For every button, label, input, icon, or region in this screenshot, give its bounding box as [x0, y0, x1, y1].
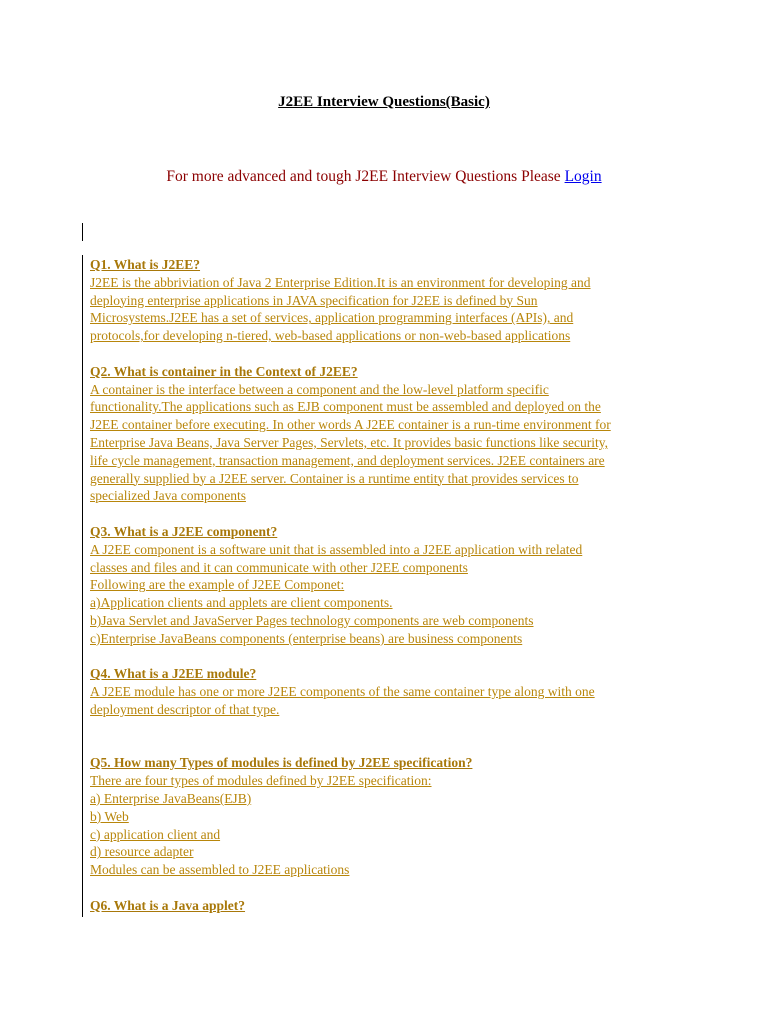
- text-cursor: [82, 223, 83, 241]
- question-heading[interactable]: Q1. What is J2EE?: [90, 257, 201, 272]
- answer-line[interactable]: A J2EE component is a software unit that is assembled into a J2EE application with related: [90, 541, 583, 557]
- spacer: [90, 879, 690, 897]
- question-heading[interactable]: Q6. What is a Java applet?: [90, 897, 246, 913]
- answer-line[interactable]: life cycle management, transaction management, and deployment services. J2EE containers are: [90, 452, 605, 468]
- answer-line[interactable]: c) application client and: [90, 826, 221, 842]
- question-block-6: [90, 897, 690, 915]
- question-heading[interactable]: Q5. How many Types of modules is defined by J2EE specification?: [90, 755, 473, 771]
- answer-line[interactable]: A J2EE module has one or more J2EE components of the same container type along with one: [90, 684, 595, 700]
- questions-list: [90, 256, 690, 914]
- question-block-5: [90, 754, 690, 879]
- question-block-4: [90, 665, 690, 718]
- question-heading[interactable]: Q2. What is container in the Context of J2EE?: [90, 363, 358, 379]
- answer-line[interactable]: b) Web: [90, 808, 129, 824]
- answer-line[interactable]: a)Application clients and applets are client components.: [90, 595, 393, 611]
- answer-line[interactable]: Following are the example of J2EE Componet:: [90, 577, 345, 593]
- answer-line[interactable]: protocols,for developing n-tiered, web-based applications or non-web-based applications: [90, 328, 571, 344]
- answer-line[interactable]: deployment descriptor of that type.: [90, 701, 280, 717]
- answer-line[interactable]: A container is the interface between a component and the low-level platform specific: [90, 381, 549, 397]
- answer-line[interactable]: d) resource adapter: [90, 844, 194, 860]
- question-block-3: [90, 523, 690, 648]
- answer-line[interactable]: specialized Java components: [90, 488, 246, 504]
- answer-line[interactable]: classes and files and it can communicate with other J2EE components: [90, 559, 468, 575]
- answer-line[interactable]: Modules can be assembled to J2EE applications: [90, 862, 350, 878]
- spacer: [90, 719, 690, 755]
- question-block-2: [90, 363, 690, 505]
- answer-line[interactable]: There are four types of modules defined by J2EE specification:: [90, 773, 432, 789]
- spacer: [90, 648, 690, 666]
- answer-line[interactable]: deploying enterprise applications in JAVA specification for J2EE is defined by Sun: [90, 292, 538, 308]
- answer-line[interactable]: b)Java Servlet and JavaServer Pages technology components are web components: [90, 612, 534, 628]
- spacer: [90, 345, 690, 363]
- page-title: J2EE Interview Questions(Basic): [278, 94, 490, 110]
- answer-line[interactable]: generally supplied by a J2EE server. Container is a runtime entity that provides services to: [90, 470, 579, 486]
- answer-line[interactable]: Enterprise Java Beans, Java Server Pages, Servlets, etc. It provides basic functions like security,: [90, 434, 608, 450]
- question-heading[interactable]: Q4. What is a J2EE module?: [90, 666, 257, 682]
- login-link[interactable]: Login: [564, 168, 602, 185]
- qa-left-border: [82, 255, 83, 917]
- answer-line[interactable]: J2EE is the abbriviation of Java 2 Enterprise Edition.It is an environment for developing and: [90, 274, 591, 290]
- answer-line[interactable]: J2EE container before executing. In other words A J2EE container is a run-time environment for: [90, 417, 611, 433]
- question-block-1: [90, 256, 690, 345]
- login-prompt-text: For more advanced and tough J2EE Interview Questions Please: [166, 168, 565, 185]
- answer-line[interactable]: a) Enterprise JavaBeans(EJB): [90, 790, 252, 806]
- answer-line[interactable]: c)Enterprise JavaBeans components (enterprise beans) are business components: [90, 630, 523, 646]
- spacer: [90, 505, 690, 523]
- login-prompt: [0, 168, 768, 186]
- answer-line[interactable]: Microsystems.J2EE has a set of services, application programming interfaces (APIs), and: [90, 310, 574, 326]
- answer-line[interactable]: functionality.The applications such as EJB component must be assembled and deployed on the: [90, 399, 601, 415]
- question-heading[interactable]: Q3. What is a J2EE component?: [90, 523, 278, 539]
